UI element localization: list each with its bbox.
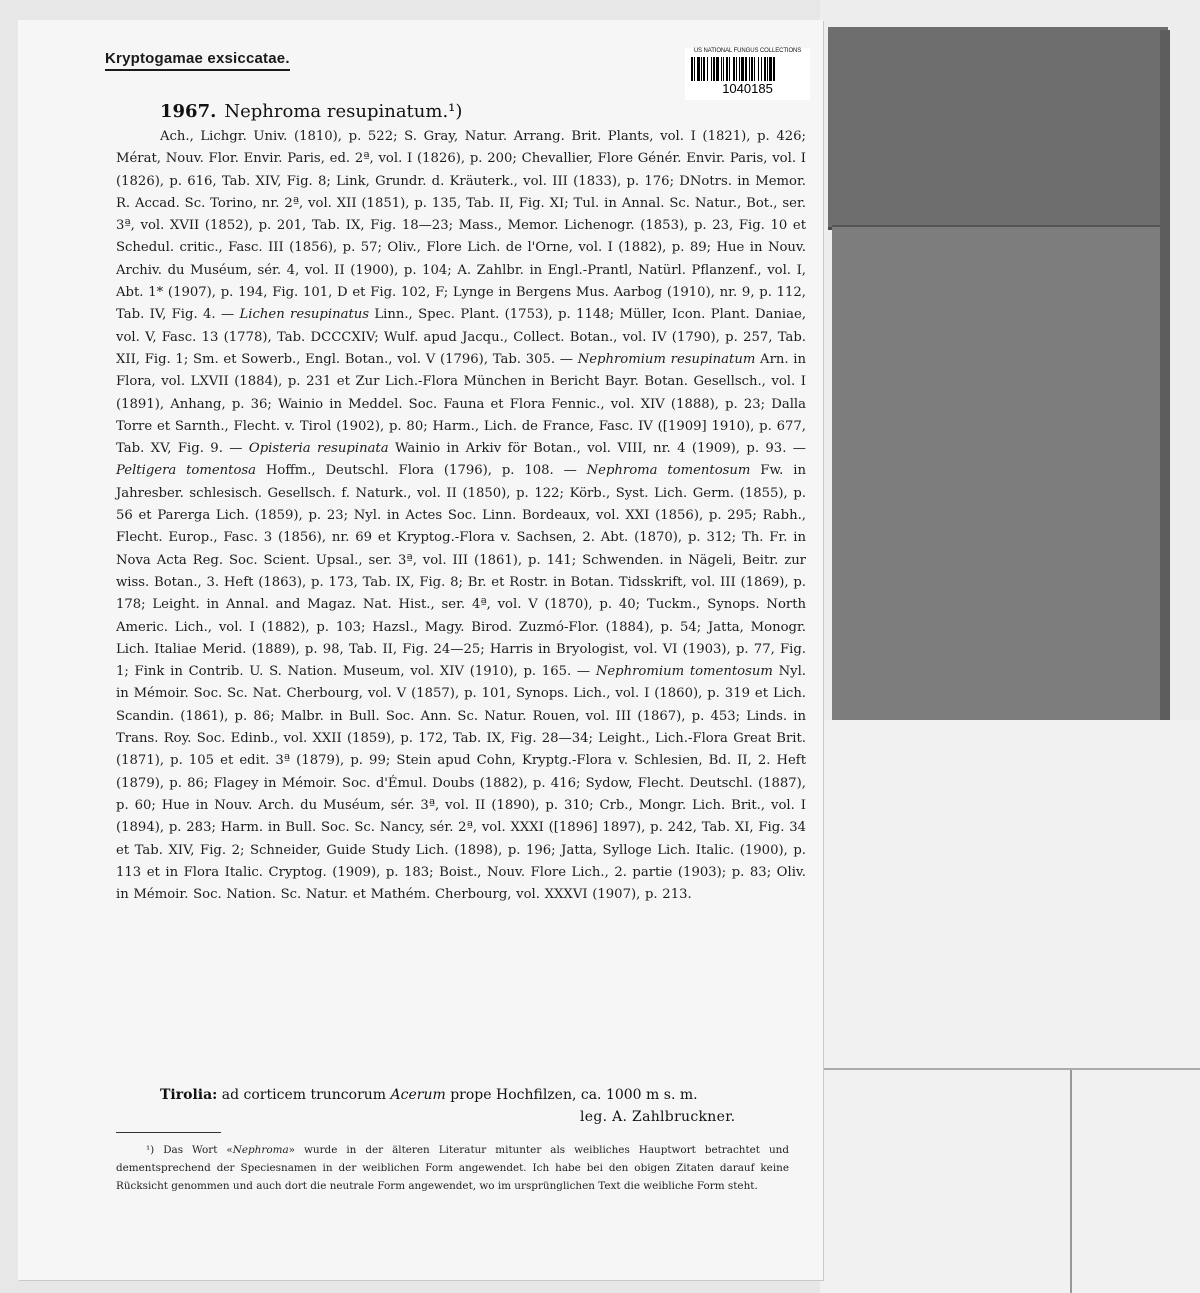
exsiccata-number: 1967. xyxy=(160,101,217,122)
footnote-text-pre: ¹) Das Wort « xyxy=(146,1144,233,1156)
locality-host: Acerum xyxy=(390,1087,446,1103)
locality-text-post: prope Hochfilzen, ca. 1000 m s. m. xyxy=(445,1087,698,1103)
specimen-packet-edge xyxy=(1160,30,1170,720)
footnote xyxy=(116,1141,789,1195)
collector-line: leg. A. Zahlbruckner. xyxy=(580,1109,736,1125)
barcode-label xyxy=(685,48,810,100)
citation-taxon-name: Peltigera tomentosa xyxy=(116,463,257,479)
barcode-caption: US NATIONAL FUNGUS COLLECTIONS xyxy=(693,48,802,54)
locality-line xyxy=(160,1087,698,1103)
barcode-number: 1040185 xyxy=(722,81,773,96)
locality-text-pre: ad corticem truncorum xyxy=(217,1087,391,1103)
citation-text: Ach., Lichgr. Univ. (1810), p. 522; S. Gray, Natur. Arrang. Brit. Plants, vol. I (1821), p. 426; Mérat, Nouv. Flor. Envir. Paris, ed. 2ª, vol. I (1826), p. 200; Chevallier, Flore Génér. Envir. Paris, vol. I (1826), p. 616, Tab. XIV, Fig. 8; Link, Grundr. d. Kräuterk., vol. III (1833), p. 176; DNotrs. in Memor. R. Accad. Sc. Torino, nr. 2ª, vol. XII (1851), p. 135, Tab. II, Fig. XI; Tul. in Annal. Sc. Natur., Bot., ser. 3ª, vol. XVII (1852), p. 201, Tab. IX, Fig. 18—23; Mass., Memor. Lichenogr. (1853), p. 23, Fig. 10 et Schedul. critic., Fasc. III (1856), p. 57; Oliv., Flore Lich. de l'Orne, vol. I (1882), p. 89; Hue in Nouv. Archiv. du Muséum, sér. 4, vol. II (1900), p. 104; A. Zahlbr. in Engl.-Prantl, Natürl. Pflanzenf., vol. I, Abt. 1* (1907), p. 194, Fig. 101, D et Fig. 102, F; Lynge in Bergens Mus. Aarbog (1910), nr. 9, p. 112, Tab. IV, Fig. 4. — xyxy=(116,129,806,323)
citation-text: Arn. in Flora, vol. LXVII (1884), p. 231 et Zur Lich.-Flora München in Bericht Bayr. Botan. Gesellsch., vol. I (1891), Anhang, p. 36; Wainio in Meddel. Soc. Fauna et Flora Fennic., vol. XIV (1888), p. 23; Dalla Torre et Sarnth., Flecht. v. Tirol (1902), p. 80; Harm., Lich. de France, Fasc. IV ([1909] 1910), p. 677, Tab. XV, Fig. 9. — xyxy=(116,351,806,457)
herbarium-board-lower xyxy=(820,720,1200,1293)
board-fold-line-vertical xyxy=(1070,1070,1072,1293)
board-fold-line xyxy=(820,1068,1200,1070)
footnote-term: Nephroma xyxy=(232,1144,289,1156)
citation-text: Fw. in Jahresber. schlesisch. Gesellsch. f. Naturk., vol. II (1850), p. 122; Körb., Syst. Lich. Germ. (1855), p. 56 et Parerga Lich. (1859), p. 23; Nyl. in Actes Soc. Linn. Bordeaux, vol. XXI (1856), p. 295; Rabh., Flecht. Europ., Fasc. 3 (1856), nr. 69 et Kryptog.-Flora v. Sachsen, 2. Abt. (1870), p. 312; Th. Fr. in Nova Acta Reg. Soc. Scient. Upsal., ser. 3ª, vol. III (1861), p. 141; Schwenden. in Nägeli, Beitr. zur wiss. Botan., 3. Heft (1863), p. 173, Tab. IX, Fig. 8; Br. et Rostr. in Botan. Tidsskrift, vol. III (1869), p. 178; Leight. in Annal. and Magaz. Nat. Hist., ser. 4ª, vol. V (1870), p. 40; Tuckm., Synops. North Americ. Lich., vol. I (1882), p. 103; Hazsl., Magy. Birod. Zuzmó-Flor. (1884), p. 54; Jatta, Monogr. Lich. Italiae Merid. (1889), p. 98, Tab. II, Fig. 24—25; Harris in Bryologist, vol. VI (1903), p. 77, Fig. 1; Fink in Contrib. U. S. Nation. Museum, vol. XIV (1910), p. 165. — xyxy=(116,463,806,680)
barcode-icon xyxy=(691,57,804,81)
specimen-packet-flap xyxy=(828,27,1168,230)
species-heading xyxy=(160,101,462,122)
series-title: Kryptogamae exsiccatae. xyxy=(105,50,290,71)
citation-text: Hoffm., Deutschl. Flora (1796), p. 108. — xyxy=(256,463,587,479)
specimen-packet xyxy=(832,225,1167,722)
footnote-divider xyxy=(116,1132,221,1133)
citation-taxon-name: Lichen resupinatus xyxy=(239,307,370,323)
citation-taxon-name: Nephromium resupinatum xyxy=(577,351,756,367)
citation-taxon-name: Nephromium tomentosum xyxy=(595,664,773,680)
citation-paragraph xyxy=(116,126,806,906)
citation-taxon-name: Opisteria resupinata xyxy=(248,441,389,457)
citation-text: Nyl. in Mémoir. Soc. Sc. Nat. Cherbourg, vol. V (1857), p. 101, Synops. Lich., vol. I (1860), p. 319 et Lich. Scandin. (1861), p. 86; Malbr. in Bull. Soc. Ann. Sc. Natur. Rouen, vol. III (1867), p. 453; Linds. in Trans. Roy. Soc. Edinb., vol. XXII (1859), p. 172, Tab. IX, Fig. 28—34; Leight., Lich.-Flora Great Brit. (1871), p. 105 et edit. 3ª (1879), p. 99; Stein apud Cohn, Kryptg.-Flora v. Schlesien, Bd. II, 2. Heft (1879), p. 86; Flagey in Mémoir. Soc. d'Émul. Doubs (1882), p. 416; Sydow, Flecht. Deutschl. (1887), p. 60; Hue in Nouv. Arch. du Muséum, sér. 3ª, vol. II (1890), p. 310; Crb., Mongr. Lich. Brit., vol. I (1894), p. 283; Harm. in Bull. Soc. Sc. Nancy, sér. 2ª, vol. XXXI ([1896] 1897), p. 242, Tab. XI, Fig. 34 et Tab. XIV, Fig. 2; Schneider, Guide Study Lich. (1898), p. 196; Jatta, Sylloge Lich. Italic. (1900), p. 113 et in Flora Italic. Cryptog. (1909), p. 183; Boist., Nouv. Flore Lich., 2. partie (1903); p. 83; Oliv. in Mémoir. Soc. Nation. Sc. Natur. et Mathém. Cherbourg, vol. XXXVI (1907), p. 213. xyxy=(116,664,806,903)
locality-region: Tirolia: xyxy=(160,1087,218,1103)
footnote-text-post: » wurde in der älteren Literatur mitunter als weibliches Hauptwort betrachtet und dementsprechend der Speciesnamen in der weiblichen Form angewendet. Ich habe bei den obigen Zitaten darauf keine Rücksicht genommen und auch dort die neutrale Form angewendet, wo im ursprünglichen Text die weibliche Form steht. xyxy=(116,1144,789,1192)
citation-text: Linn., Spec. Plant. (1753), p. 1148; Müller, Icon. Plant. Daniae, vol. V, Fasc. 13 (1778), Tab. DCCCXIV; Wulf. apud Jacqu., Collect. Botan., vol. IV (1790), p. 257, Tab. XII, Fig. 1; Sm. et Sowerb., Engl. Botan., vol. V (1796), Tab. 305. — xyxy=(116,307,807,367)
species-name: Nephroma resupinatum.¹) xyxy=(224,101,463,122)
citation-taxon-name: Nephroma tomentosum xyxy=(586,463,751,479)
citation-text: Wainio in Arkiv för Botan., vol. VIII, nr. 4 (1909), p. 93. — xyxy=(388,441,806,457)
